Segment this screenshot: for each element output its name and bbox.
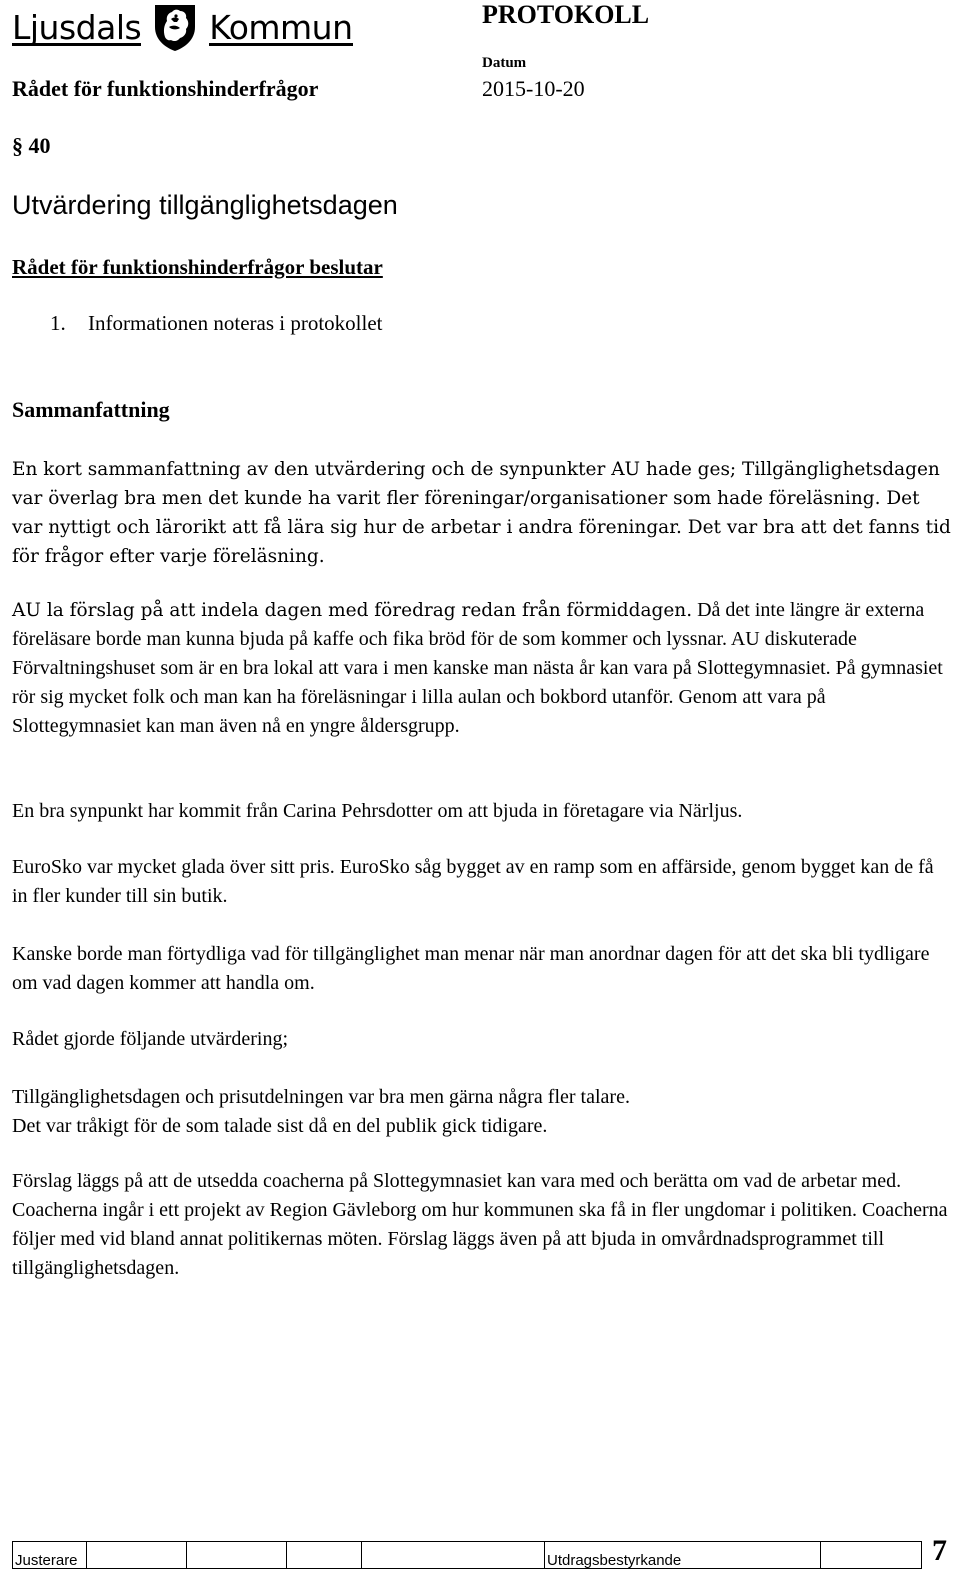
summary-paragraph-4: EuroSko var mycket glada över sitt pris. EuroSko såg bygget av en ramp som en affärside, genom bygget kan de få in fler kunder till sin butik.: [12, 856, 934, 907]
municipal-crest-icon: [149, 1, 201, 53]
summary-paragraph-6: Rådet gjorde följande utvärdering;: [12, 1028, 289, 1050]
page-number: 7: [932, 1534, 947, 1567]
summary-paragraph-7: [12, 1083, 952, 1141]
decision-heading: Rådet för funktionshinderfrågor beslutar: [12, 255, 383, 279]
date-value: 2015-10-20: [482, 76, 585, 101]
paragraph-7-line-1: Tillgänglighetsdagen och prisutdelningen var bra men gärna några fler talare.: [12, 1086, 630, 1108]
municipality-logo: [12, 0, 353, 54]
paragraph-2-part-c: AU diskuterade Förvaltningshuset som är en bra lokal att vara i men kanske man nästa år kan vara på Slottegymnasiet. På gymnasiet rör sig mycket folk och man kan ha föreläsningar i lilla aulan och bokbord utanför. Genom att vara på Slottegymnasiet kan man även nå en yngre åldersgrupp.: [12, 628, 943, 737]
logo-text-kommun: Kommun: [209, 8, 353, 47]
date-label: Datum: [482, 55, 527, 71]
logo-word-left: [12, 8, 141, 46]
paragraph-7-line-2: Det var tråkigt för de som talade sist då en del publik gick tidigare.: [12, 1115, 548, 1137]
justerare-signature-box: [187, 1542, 287, 1568]
paragraph-2-part-a: AU la förslag på att indela dagen med föredrag redan från förmiddagen.: [12, 600, 693, 621]
paragraph-2-part-b: Då det inte längre är externa föreläsare borde man kunna bjuda på kaffe och fika bröd för de som kommer och lyssnar.: [12, 599, 925, 650]
document-type: PROTOKOLL: [482, 0, 650, 29]
logo-word-right: [209, 8, 352, 46]
utdragsbestyrkande-label: Utdragsbestyrkande: [545, 1542, 821, 1568]
summary-paragraph-5: Kanske borde man förtydliga vad för tillgänglighet man menar när man anordnar dagen för att det ska bli tydligare om vad dagen kommer att handla om.: [12, 943, 930, 994]
summary-paragraph-8: Förslag läggs på att de utsedda coacherna på Slottegymnasiet kan vara med och berätta om vad de arbetar med. Coacherna ingår i ett projekt av Region Gävleborg om hur kommunen ska få in fler ungdomar i politiken. Coacherna följer med vid bland annat politikernas möten. Förslag läggs även på att bjuda in omvårdnadsprogrammet till tillgänglighetsdagen.: [12, 1170, 948, 1279]
council-name: Rådet för funktionshinderfrågor: [12, 76, 319, 101]
summary-paragraph-2: [12, 596, 952, 741]
section-number: § 40: [12, 133, 51, 158]
summary-paragraph-3: En bra synpunkt har kommit från Carina Pehrsdotter om att bjuda in företagare via Närljus.: [12, 800, 743, 822]
logo-text-ljusdals: Ljusdals: [12, 8, 142, 47]
signature-footer: [12, 1541, 922, 1569]
decision-list-item: [50, 311, 383, 336]
summary-paragraph-1: En kort sammanfattning av den utvärdering och de synpunkter AU hade ges; Tillgänglighetsdagen var överlag bra men det kunde ha varit fler föreningar/organisationer som hade föreläsning. Det var nyttigt och lärorikt att få lära sig hur de arbetar i andra föreningar. Det var bra att det fanns tid för frågor efter varje föreläsning.: [12, 459, 951, 567]
justerare-signature-box: [87, 1542, 187, 1568]
page-title: Utvärdering tillgänglighetsdagen: [12, 190, 398, 220]
justerare-label: Justerare: [13, 1542, 87, 1568]
summary-heading: Sammanfattning: [12, 397, 170, 422]
decision-item-text: Informationen noteras i protokollet: [88, 311, 383, 335]
justerare-signature-box: [362, 1542, 545, 1568]
decision-item-number: 1.: [50, 311, 66, 335]
justerare-signature-box: [287, 1542, 362, 1568]
utdragsbestyrkande-signature-box: [821, 1542, 921, 1568]
